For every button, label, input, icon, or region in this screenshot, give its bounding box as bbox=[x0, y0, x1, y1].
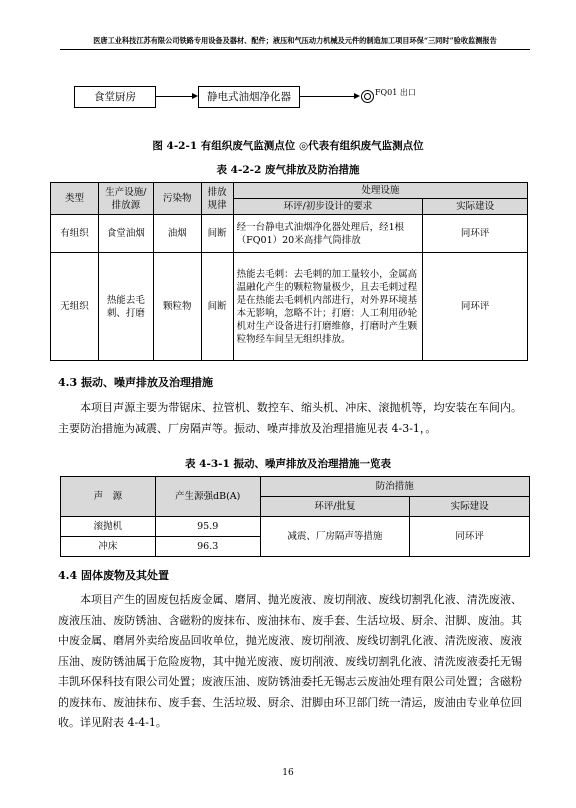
header-pollutant: 污染物 bbox=[153, 183, 201, 215]
cell-discharge: 间断 bbox=[201, 253, 233, 361]
table1-caption: 表 4-2-2 废气排放及防治措施 bbox=[216, 164, 360, 176]
header-discharge: 排放规律 bbox=[201, 183, 233, 215]
table-header-row bbox=[61, 477, 530, 497]
table-row bbox=[51, 253, 528, 361]
arrow-right-icon bbox=[354, 93, 360, 99]
diagram-box-kitchen: 食堂厨房 bbox=[74, 86, 156, 108]
diagram-box-purifier: 静电式油烟净化器 bbox=[198, 86, 300, 108]
table-header-row bbox=[51, 183, 528, 199]
cell-type: 无组织 bbox=[51, 253, 99, 361]
cell-actual: 同环评 bbox=[423, 215, 528, 253]
paragraph-solid-waste: 本项目产生的固废包括废金属、磨屑、抛光废液、废切削液、废线切割乳化液、清洗废液、废液压油、废防锈油、含磁粉的废抹布、废油抹布、废手套、生活垃圾、厨余、泔脚、废油。其中废金属、磨屑外卖给废品回收单位，抛光废液、废切削液、废线切割乳化液、清洗废液、废液压油、废防锈油属于危险废物，其中抛光废液、废切削液、废线切割乳化液、清洗废液委托无锡丰凯环保科技有限公司处置；废液压油、废防锈油委托无锡志云废油处理有限公司处置；含磁粉的废抹布、废油抹布、废手套、生活垃圾、厨余、泔脚由环卫部门统一清运，废油由专业单位回收。详见附表 4-4-1。 bbox=[58, 593, 522, 729]
header-rule bbox=[60, 49, 530, 50]
header-type: 类型 bbox=[51, 183, 99, 215]
cell-level: 96.3 bbox=[155, 537, 260, 557]
cell-pollutant: 油烟 bbox=[153, 215, 201, 253]
outlet-label: FQ01 出口 bbox=[375, 88, 416, 97]
cell-level: 95.9 bbox=[155, 517, 260, 537]
header-measures: 防治措施 bbox=[260, 477, 529, 497]
header-actual: 实际建设 bbox=[423, 199, 528, 215]
table2-caption: 表 4-3-1 振动、噪声排放及治理措施一览表 bbox=[185, 458, 391, 470]
cell-source: 食堂油烟 bbox=[98, 215, 153, 253]
section-title-4-3: 4.3 振动、噪声排放及治理措施 bbox=[58, 376, 213, 389]
monitoring-point-icon bbox=[361, 90, 374, 103]
cell-type: 有组织 bbox=[51, 215, 99, 253]
cell-source: 滚抛机 bbox=[61, 517, 156, 537]
header-source: 生产设施/排放源 bbox=[98, 183, 153, 215]
header-eia: 环评/批复 bbox=[260, 497, 410, 517]
table-row bbox=[61, 517, 530, 537]
page-number: 16 bbox=[282, 768, 294, 778]
cell-source: 冲床 bbox=[61, 537, 156, 557]
cell-eia: 经一台静电式油烟净化器处理后，经1根（FQ01）20米高排气筒排放 bbox=[233, 215, 423, 253]
page-header: 医唐工业科技江苏有限公司铁路专用设备及器材、配件；液压和气压动力机械及元件的制造加工项目环保“三同时”验收监测报告 bbox=[93, 36, 497, 45]
cell-actual: 同环评 bbox=[410, 517, 530, 557]
cell-eia: 热能去毛刺：去毛刺的加工量较小，金属高温融化产生的颗粒物量极少，且去毛刺过程是在热能去毛刺机内部进行，对外界环境基本无影响，忽略不计；打磨：人工利用砂轮机对生产设备进行打磨维修，打磨时产生颗粒物经车间呈无组织排放。 bbox=[233, 253, 423, 361]
header-sound-source: 声 源 bbox=[61, 477, 156, 517]
section-title-4-4: 4.4 固体废物及其处置 bbox=[58, 569, 169, 582]
noise-table bbox=[60, 476, 530, 557]
header-treatment: 处理设施 bbox=[233, 183, 527, 199]
header-eia: 环评/初步设计的要求 bbox=[233, 199, 423, 215]
header-actual: 实际建设 bbox=[410, 497, 530, 517]
figure-caption: 图 4-2-1 有组织废气监测点位 ◎代表有组织废气监测点位 bbox=[152, 140, 424, 152]
exhaust-table bbox=[50, 182, 528, 361]
paragraph-noise: 本项目声源主要为带锯床、拉管机、数控车、缩头机、冲床、滚抛机等，均安装在车间内。主要防治措施为减震、厂房隔声等。振动、噪声排放及治理措施见表 4-3-1，。 bbox=[58, 401, 522, 435]
table-row bbox=[51, 215, 528, 253]
cell-eia: 减震、厂房隔声等措施 bbox=[260, 517, 410, 557]
diagram-arrow-2 bbox=[299, 96, 357, 97]
cell-pollutant: 颗粒物 bbox=[153, 253, 201, 361]
diagram-arrow-1 bbox=[155, 96, 193, 97]
cell-discharge: 间断 bbox=[201, 215, 233, 253]
header-level: 产生源强dB(A) bbox=[155, 477, 260, 517]
cell-source: 热能去毛刺、打磨 bbox=[98, 253, 153, 361]
cell-actual: 同环评 bbox=[423, 253, 528, 361]
